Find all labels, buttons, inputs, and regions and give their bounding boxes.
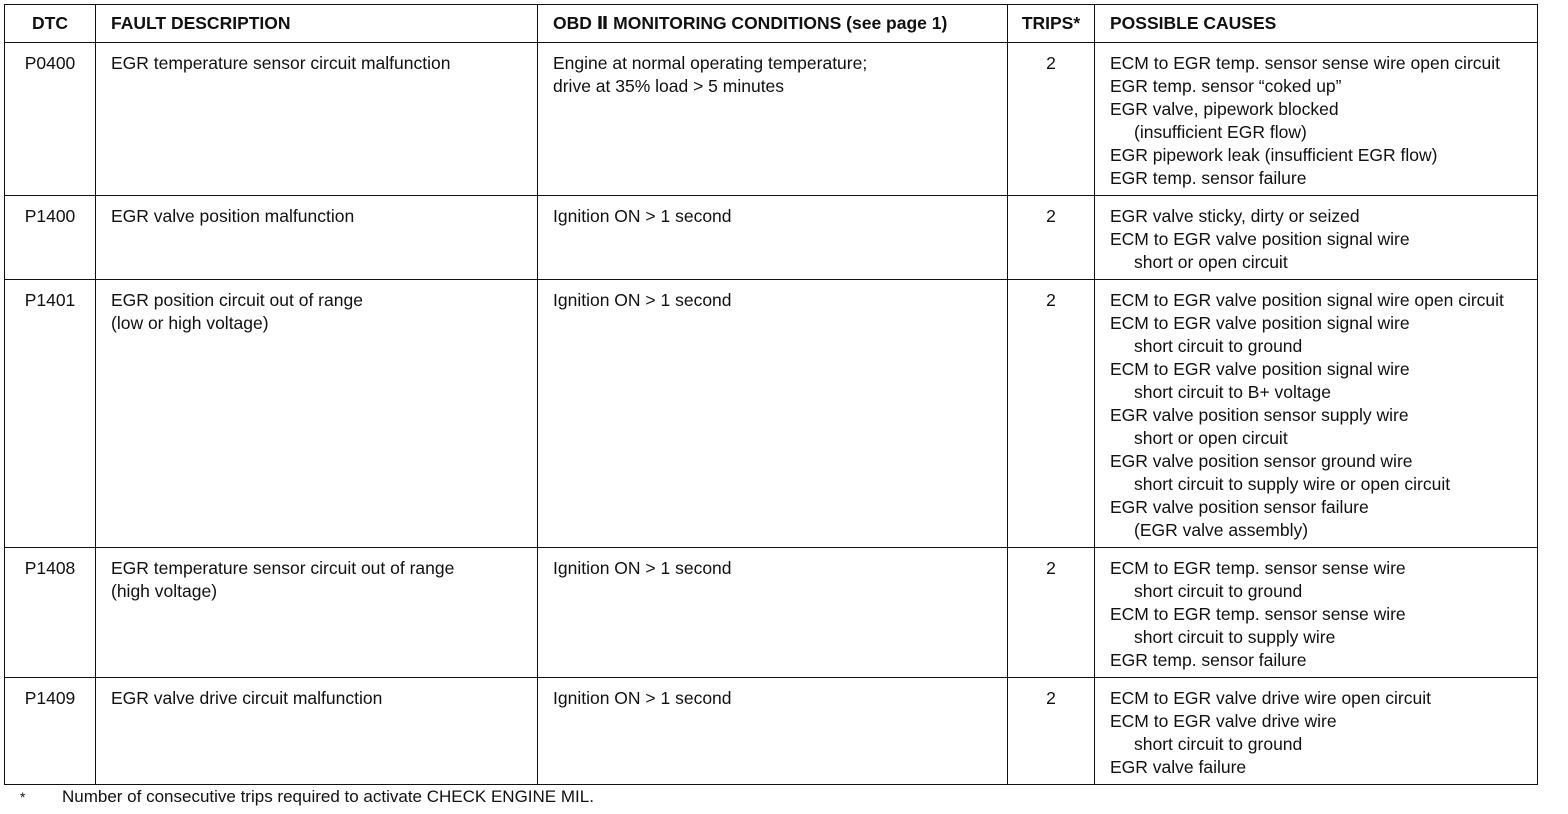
table-row (5, 43, 1538, 196)
monitoring-condition-line: Ignition ON > 1 second (553, 290, 732, 310)
dtc-code-cell (5, 43, 96, 196)
trips-cell (1008, 678, 1095, 785)
trips-cell (1008, 280, 1095, 548)
possible-cause-line: (insufficient EGR flow) (1134, 122, 1307, 142)
trips-cell (1008, 548, 1095, 678)
monitoring-condition-line: Ignition ON > 1 second (553, 688, 732, 708)
possible-cause-line: EGR temp. sensor “coked up” (1110, 76, 1342, 96)
possible-cause-line: ECM to EGR valve position signal wire (1110, 229, 1410, 249)
header-trips: TRIPS* (1008, 5, 1095, 43)
dtc-code-cell (5, 196, 96, 280)
possible-cause-line: ECM to EGR valve position signal wire (1110, 313, 1410, 333)
possible-cause-line: short circuit to supply wire or open circuit (1134, 474, 1451, 494)
header-row (5, 5, 1538, 43)
possible-cause-line: short or open circuit (1134, 252, 1288, 272)
dtc-code-cell (5, 678, 96, 785)
possible-cause-line: EGR valve position sensor ground wire (1110, 451, 1413, 471)
possible-cause-line: short circuit to ground (1134, 734, 1303, 754)
fault-description-line: EGR temperature sensor circuit malfunction (111, 53, 451, 73)
possible-cause-line: short or open circuit (1134, 428, 1288, 448)
footnote-text: Number of consecutive trips required to activate CHECK ENGINE MIL. (62, 787, 594, 806)
dtc-code: P1409 (24, 688, 76, 708)
table-body (5, 43, 1538, 785)
fault-description-line: EGR temperature sensor circuit out of range (111, 558, 455, 578)
footnote (20, 786, 594, 808)
possible-cause-line: ECM to EGR temp. sensor sense wire open circuit (1110, 53, 1501, 73)
monitoring-conditions-cell (538, 678, 1008, 785)
possible-cause-line: EGR valve, pipework blocked (1110, 99, 1339, 119)
possible-cause-line: ECM to EGR temp. sensor sense wire (1110, 604, 1406, 624)
monitoring-condition-line: Engine at normal operating temperature; (553, 53, 868, 73)
trips-value: 2 (1046, 688, 1056, 708)
fault-description-cell (96, 43, 538, 196)
dtc-code: P1400 (24, 206, 76, 226)
fault-description-line: (low or high voltage) (111, 313, 269, 333)
possible-cause-line: short circuit to ground (1134, 581, 1303, 601)
monitoring-condition-line: Ignition ON > 1 second (553, 558, 732, 578)
trips-value: 2 (1046, 206, 1056, 226)
possible-cause-line: EGR valve sticky, dirty or seized (1110, 206, 1360, 226)
fault-description-line: (high voltage) (111, 581, 218, 601)
dtc-code: P1408 (24, 558, 76, 578)
possible-cause-line: EGR valve position sensor supply wire (1110, 405, 1409, 425)
possible-cause-line: short circuit to ground (1134, 336, 1303, 356)
trips-cell (1008, 196, 1095, 280)
possible-cause-line: ECM to EGR temp. sensor sense wire (1110, 558, 1406, 578)
dtc-code: P1401 (24, 290, 76, 310)
table-row (5, 548, 1538, 678)
dtc-code-cell (5, 548, 96, 678)
monitoring-conditions-cell (538, 280, 1008, 548)
header-dtc: DTC (5, 5, 96, 43)
header-possible-causes: POSSIBLE CAUSES (1095, 5, 1538, 43)
fault-description-cell (96, 196, 538, 280)
header-fault-description: FAULT DESCRIPTION (96, 5, 538, 43)
trips-cell (1008, 43, 1095, 196)
monitoring-conditions-cell (538, 196, 1008, 280)
table-row (5, 196, 1538, 280)
dtc-code: P0400 (24, 53, 76, 73)
possible-causes-cell (1095, 678, 1538, 785)
possible-causes-cell (1095, 548, 1538, 678)
possible-cause-line: EGR valve failure (1110, 757, 1247, 777)
possible-cause-line: EGR temp. sensor failure (1110, 168, 1307, 188)
possible-causes-cell (1095, 196, 1538, 280)
possible-cause-line: short circuit to B+ voltage (1134, 382, 1331, 402)
fault-description-cell (96, 280, 538, 548)
monitoring-condition-line: drive at 35% load > 5 minutes (553, 76, 785, 96)
trips-value: 2 (1046, 558, 1056, 578)
table-row (5, 678, 1538, 785)
possible-cause-line: EGR temp. sensor failure (1110, 650, 1307, 670)
dtc-table (4, 4, 1538, 785)
possible-causes-cell (1095, 280, 1538, 548)
fault-description-cell (96, 548, 538, 678)
fault-description-line: EGR valve drive circuit malfunction (111, 688, 383, 708)
possible-cause-line: short circuit to supply wire (1134, 627, 1336, 647)
monitoring-condition-line: Ignition ON > 1 second (553, 206, 732, 226)
possible-causes-cell (1095, 43, 1538, 196)
possible-cause-line: ECM to EGR valve drive wire (1110, 711, 1337, 731)
monitoring-conditions-cell (538, 548, 1008, 678)
possible-cause-line: EGR pipework leak (insufficient EGR flow) (1110, 145, 1438, 165)
possible-cause-line: ECM to EGR valve drive wire open circuit (1110, 688, 1431, 708)
footnote-mark: * (20, 789, 26, 805)
possible-cause-line: EGR valve position sensor failure (1110, 497, 1369, 517)
header-monitoring-conditions: OBD Ⅱ MONITORING CONDITIONS (see page 1) (538, 5, 1008, 43)
table-header (5, 5, 1538, 43)
trips-value: 2 (1046, 53, 1056, 73)
possible-cause-line: ECM to EGR valve position signal wire (1110, 359, 1410, 379)
possible-cause-line: (EGR valve assembly) (1134, 520, 1309, 540)
fault-description-cell (96, 678, 538, 785)
monitoring-conditions-cell (538, 43, 1008, 196)
table-row (5, 280, 1538, 548)
fault-description-line: EGR position circuit out of range (111, 290, 363, 310)
fault-description-line: EGR valve position malfunction (111, 206, 355, 226)
trips-value: 2 (1046, 290, 1056, 310)
possible-cause-line: ECM to EGR valve position signal wire open circuit (1110, 290, 1504, 310)
dtc-code-cell (5, 280, 96, 548)
